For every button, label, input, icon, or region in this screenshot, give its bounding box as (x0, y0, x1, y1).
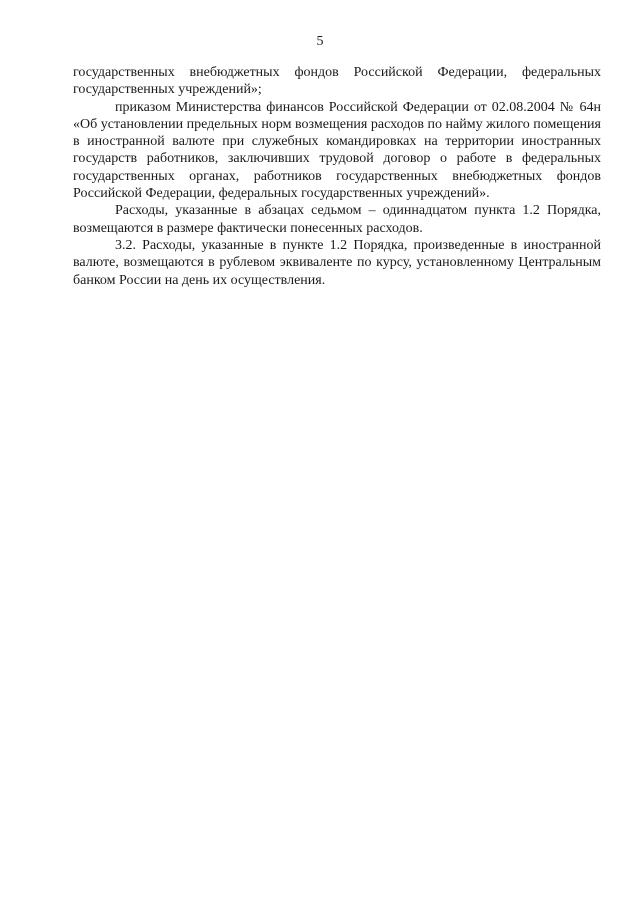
document-body (73, 64, 601, 289)
paragraph-ministry-order: приказом Министерства финансов Российской Федерации от 02.08.2004 № 64н «Об установлении предельных норм возмещения расходов по найму жилого помещения в иностранной валюте при служебных командировках на территории иностранных государств работников, заключивших трудовой договор о работе в федеральных государственных органах, работников государственных внебюджетных фондов Российской Федерации, федеральных государственных учреждений». (73, 99, 601, 202)
paragraph-clause-3-2: 3.2. Расходы, указанные в пункте 1.2 Порядка, произведенные в иностранной валюте, возмещаются в рублевом эквиваленте по курсу, установленному Центральным банком России на день их осуществления. (73, 237, 601, 288)
paragraph-continuation: государственных внебюджетных фондов Российской Федерации, федеральных государственных учреждений»; (73, 65, 601, 98)
paragraph-expenses-actual: Расходы, указанные в абзацах седьмом – одиннадцатом пункта 1.2 Порядка, возмещаются в размере фактически понесенных расходов. (73, 203, 601, 236)
page-number: 5 (316, 34, 324, 49)
